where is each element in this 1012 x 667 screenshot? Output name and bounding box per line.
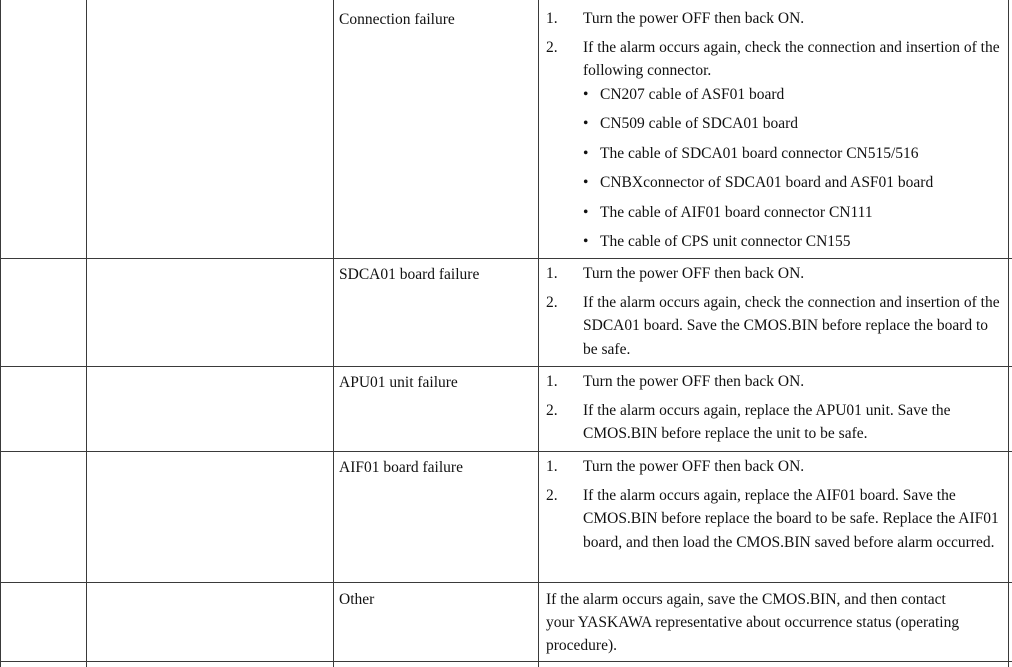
remedy-aif01-board-failure [546, 455, 1006, 554]
remedy-step [546, 484, 1006, 555]
cause-sdca01-board-failure: SDCA01 board failure [339, 266, 480, 283]
table-row-divider [0, 451, 1012, 452]
bullet-icon: • [583, 85, 589, 103]
table-column-divider [538, 0, 539, 667]
table-border-left [0, 0, 1, 667]
connector-item-text: The cable of AIF01 board connector CN111 [600, 203, 873, 221]
step-text: Turn the power OFF then back ON. [583, 458, 805, 475]
step-text: Turn the power OFF then back ON. [583, 10, 805, 27]
connector-list [583, 83, 1006, 254]
step-number: 1. [546, 373, 558, 390]
step-number: 2. [546, 38, 558, 56]
remedy-step [546, 291, 1006, 362]
step-text: Turn the power OFF then back ON. [583, 265, 805, 282]
remedy-connection-failure [546, 7, 1006, 253]
step-number: 2. [546, 401, 558, 419]
table-column-divider [333, 0, 334, 667]
connector-item-text: CN509 cable of SDCA01 board [600, 115, 799, 132]
connector-list-item [583, 201, 1006, 224]
connector-list-item [583, 83, 1006, 106]
step-number: 2. [546, 486, 558, 504]
step-text: If the alarm occurs again, check the connection and insertion of the following connector. [583, 38, 1000, 79]
remedy-step [546, 36, 1006, 254]
step-number: 1. [546, 458, 558, 475]
step-number: 2. [546, 293, 558, 311]
cause-connection-failure: Connection failure [339, 11, 455, 28]
cause-aif01-board-failure: AIF01 board failure [339, 459, 463, 476]
bullet-icon: • [583, 144, 589, 162]
table-border-right [1008, 0, 1009, 667]
step-number: 1. [546, 10, 558, 27]
connector-list-item [583, 171, 1006, 194]
remedy-apu01-unit-failure [546, 370, 1006, 446]
cause-apu01-unit-failure: APU01 unit failure [339, 374, 458, 391]
bullet-icon: • [583, 233, 589, 250]
step-text: If the alarm occurs again, replace the APU01 unit. Save the CMOS.BIN before replace the unit to be safe. [583, 401, 951, 442]
connector-item-text: The cable of SDCA01 board connector CN515/516 [600, 144, 919, 162]
remedy-step [546, 399, 1006, 446]
connector-item-text: CN207 cable of ASF01 board [600, 85, 785, 103]
step-text: If the alarm occurs again, check the connection and insertion of the SDCA01 board. Save the CMOS.BIN before replace the board to be safe. [583, 293, 1000, 358]
remedy-step [546, 370, 1006, 394]
cause-other: Other [339, 591, 375, 608]
bullet-icon: • [583, 115, 589, 132]
table-column-divider [86, 0, 87, 667]
step-text: Turn the power OFF then back ON. [583, 373, 805, 390]
step-text: If the alarm occurs again, replace the AIF01 board. Save the CMOS.BIN before replace the board to be safe. Replace the AIF01 board, and then load the CMOS.BIN saved before alarm occurred. [583, 486, 999, 551]
remedy-sdca01-board-failure [546, 262, 1006, 361]
connector-item-text: CNBXconnector of SDCA01 board and ASF01 board [600, 174, 934, 191]
table-row-divider [0, 258, 1012, 259]
connector-list-item [583, 230, 1006, 253]
step-number: 1. [546, 265, 558, 282]
bullet-icon: • [583, 174, 589, 191]
bullet-icon: • [583, 203, 589, 221]
table-row-divider [0, 366, 1012, 367]
remedy-other: If the alarm occurs again, save the CMOS.BIN, and then contact your YASKAWA representative about occurrence status (operating procedure). [546, 591, 960, 654]
remedy-step [546, 262, 1006, 286]
connector-list-item [583, 142, 1006, 165]
connector-list-item [583, 112, 1006, 135]
connector-item-text: The cable of CPS unit connector CN155 [600, 233, 851, 250]
table-row-divider [0, 582, 1012, 583]
remedy-step [546, 7, 1006, 31]
remedy-step [546, 455, 1006, 479]
table-row-divider [0, 661, 1012, 662]
